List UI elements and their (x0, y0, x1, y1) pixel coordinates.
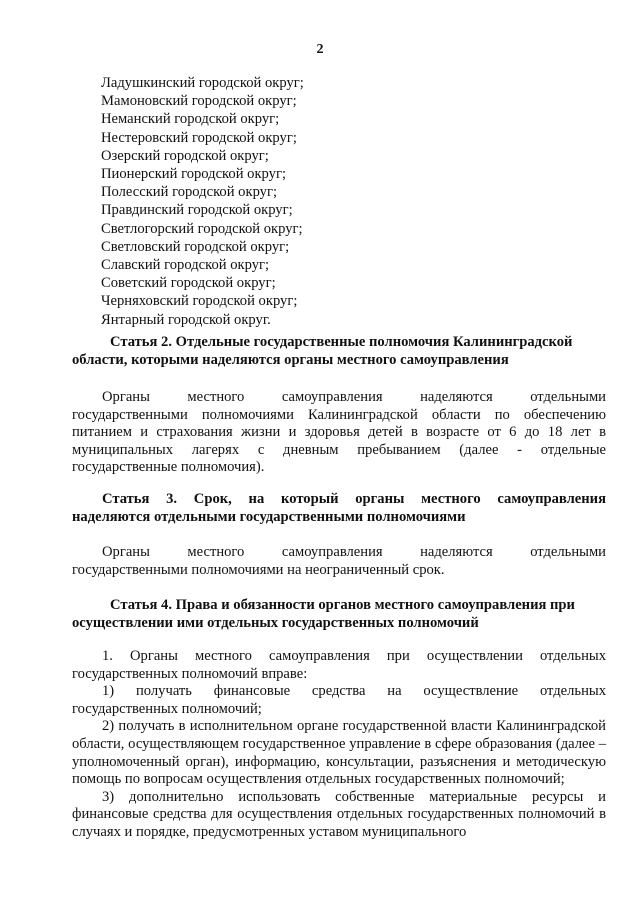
article-2-text (72, 389, 606, 477)
municipality-item: Ладушкинский городской округ; (101, 75, 304, 91)
municipality-item: Мамоновский городской округ; (101, 93, 297, 110)
article-4-item-1-3: 3) дополнительно использовать собственные материальные ресурсы и финансовые средства для осуществления отдельных государственных полномочий в случаях и порядке, предусмотренных уставом муниципального (72, 788, 606, 840)
article-2-heading (72, 333, 606, 369)
article-2-text-line-1: Органы местного самоуправления наделяются отдельными (102, 389, 606, 405)
municipality-item: Светловский городской округ; (101, 238, 290, 255)
municipality-item: Нестеровский городской округ; (101, 129, 297, 146)
article-4-heading-line-1: Статья 4. Права и обязанности органов местного самоуправления при (110, 597, 575, 613)
article-4-item-1-2: 2) получать в исполнительном органе государственной власти Калининградской области, осуществляющем государственное управление в сфере образования (далее – уполномоченный орган), информацию, консультации, разъяснения и методическую помощь по вопросам осуществления отдельных государственных полномочий; (72, 718, 606, 788)
article-3-heading-line-2: наделяются отдельными государственными полномочиями (72, 509, 466, 525)
municipality-item: Озерский городской округ; (101, 147, 269, 164)
municipality-item: Светлогорский городской округ; (101, 220, 303, 237)
municipality-item: Советский городской округ; (101, 275, 276, 292)
municipality-item: Янтарный городской округ. (101, 311, 271, 328)
article-2-heading-line-2: области, которыми наделяются органы местного самоуправления (72, 352, 509, 368)
municipality-list (101, 74, 304, 329)
municipality-item: Черняховский городской округ; (101, 293, 298, 310)
article-3-text (72, 544, 606, 579)
article-4-item-1-1: 1) получать финансовые средства на осуществление отдельных государственных полномочий; (72, 683, 606, 717)
article-4-heading (72, 596, 606, 632)
page-number: 2 (316, 42, 324, 57)
article-3-heading-line-1: Статья 3. Срок, на который органы местного самоуправления (102, 491, 606, 507)
municipality-item: Правдинский городской округ; (101, 202, 293, 219)
article-3-text-line-1: Органы местного самоуправления наделяются отдельными (102, 544, 606, 560)
municipality-item: Полесский городской округ; (101, 184, 278, 201)
article-3-text-line-2: государственными полномочиями на неограниченный срок. (72, 561, 445, 578)
municipality-item: Славский городской округ; (101, 257, 270, 274)
article-4-heading-line-2: осуществлении ими отдельных государственных полномочий (72, 615, 479, 631)
article-3-heading (72, 490, 606, 526)
article-4-item-1: 1. Органы местного самоуправления при осуществлении отдельных государственных полномочий вправе: (72, 648, 606, 682)
municipality-item: Пионерский городской округ; (101, 166, 286, 183)
municipality-item: Неманский городской округ; (101, 111, 280, 128)
article-4-text (72, 648, 606, 842)
article-2-heading-line-1: Статья 2. Отдельные государственные полномочия Калининградской (110, 334, 573, 350)
article-2-text-body: государственными полномочиями Калининградской области по обеспечению питанием и страхования жизни и здоровья детей в возрасте от 6 до 18 лет в муниципальных лагерях с дневным пребыванием (далее - отдельные государственные полномочия). (72, 406, 606, 476)
